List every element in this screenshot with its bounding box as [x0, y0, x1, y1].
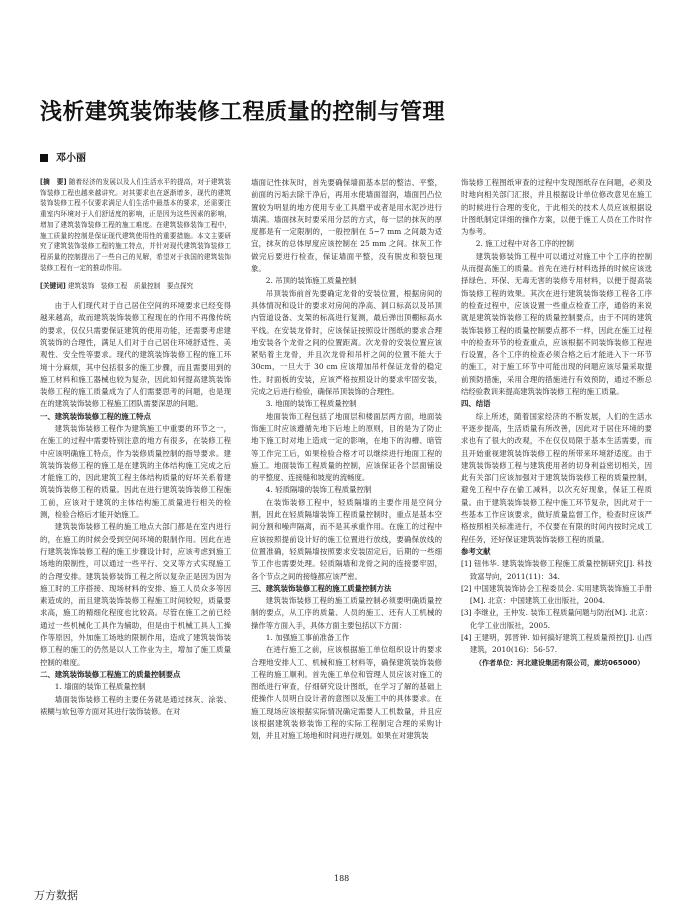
- article-title: 浅析建筑装饰装修工程质量的控制与管理: [40, 100, 446, 125]
- author-name: 邓小丽: [56, 153, 86, 164]
- publisher-watermark: 万方数据: [34, 889, 78, 902]
- author-line: [40, 149, 86, 164]
- reference-item: [1] 钮伟华. 建筑装饰装修工程施工质量控制研究[J]. 科技致富导向，2011(11)：34.: [461, 559, 652, 581]
- paragraph: 墙面装饰装修工程的主要任务就是通过抹灰、涂装、裱糊与软包等方面对其进行装饰装修。在对: [40, 694, 231, 716]
- paragraph: 建筑装饰装修工程的施工质量控制必须要明确质量控制的要点，从工序的质量、人员的施工、还有人工机械的操作等方面入手，具体方面主要包括以下方面：: [251, 596, 442, 630]
- paragraph: 在进行施工之前，应该根据施工单位组织设计的要求合理地安排人工、机械和施工材料等，确保建筑装饰装修工程的施工顺利。首先施工单位和管理人员应该对施工的图纸进行审查，仔细研究设计图纸，在学习了解的基础上使操作人员明白设计者的意图以及施工中的具体要求。在施工现场应该根据实际情况确定需要人工机数量，并且应该根据建筑装修装饰工程的实际工程制定合理的采购计划，并且对施工场地和时间进行规划。如果在对建筑装: [251, 645, 442, 741]
- column-3: [461, 177, 652, 669]
- paragraph: 综上所述，随着国家经济的不断发展，人们的生活水平逐步提高，生活质量有所改善，因此对于居住环境的要求也有了很大的改观，不在仅仅局限于基本生活需要，而且开始重视建筑装饰装修工程的所带来环境舒适度。由于建筑装饰装修工程与建筑使用者的切身利益密切相关，因此有关部门应该加强对于建筑装饰装修工程的质量控制，避免工程中存在偷工减料，以次充好现象，保证工程质量。由于建筑装饰装修工程中施工环节复杂，因此对于一些基本工作应该要求，做好质量监督工作，检查时应该严格按照相关标准进行，不仅要在有限的时间内按时完成工程任务，还好保证建筑装饰装修工程的质量。: [461, 411, 652, 544]
- paragraph: 饰装修工程图纸审查的过程中发现图纸存在问题，必须及时地向相关部门汇报，并且根据设计单位修改意见在施工的时候进行合理的变化，于此相关的技术人员应该根据设计图纸制定详细的操作方案，以便于施工人员在工作时作为参考。: [461, 178, 652, 237]
- paragraph: 建筑装饰装修工程的施工地点大部门都是在室内进行的，在施工的时候会受到空间环境的限制作用。因此在进行建筑装饰装修工程的施工步骤设计时，应该考虑到施工场地的限制性，可以通过一些平行、交叉等方式实现施工的合理安排。建筑装修装饰工程之所以复杂正是因为因为施工时的工序搭接、现场材料的安排、施工人员众多等因素造成的，而且建筑装饰装修工程施工时间较短，质量要求高，施工的精细化程度也比较高。尽管在施工之前已经通过一些机械化工具作为辅助，但是由于机械工具人工操作等原因，外加施工场地的限制作用，造成了建筑装饰装修工程的施工的仍然是以人工作业为主，增加了施工质量控制的难度。: [40, 522, 231, 667]
- reference-item: [4] 王建明，郭晋钟. 如何搞好建筑工程质量预控[J]. 山西建筑，2010(16)：56-57.: [461, 632, 652, 655]
- subsection-heading: 4. 轻质隔墙的装饰工程质量控制: [265, 485, 372, 495]
- paragraph: 吊顶装饰前首先要确定龙骨的安装位置，根据房间的具体情况和设计的要求对房间的净高、洞口标高以及吊顶内管道设备、支架的标高进行复测，最后弹出顶棚标高水平线。在安装龙骨时，应该保证按照设计图纸的要求合理地安装各个龙骨之间的位置距离。次龙骨的安装位置应该紧贴着主龙骨，并且次龙骨和吊杆之间的位置不能大于 30cm，一旦大于 30 cm 应该增加吊杆保证龙骨的稳定性。时面板的安装，应该严格按照设计的要求牢固安装，完成之后进行检验，确保吊顶装饰的合理性。: [251, 288, 442, 397]
- paragraph: 地面装饰工程包括了地面层和楼面层两方面，地面装饰施工时应该遵循先地下后地上的原则，目的是为了防止地下施工时对地上造成一定的影响，在地下的沟槽、暗管等工作完工后，如果检验合格才可以继续进行地面工程的施工。地面装饰工程质量的控制，应该保证各个层面铺设的平整度、连接缝和坡度的流畅度。: [251, 411, 442, 483]
- subsection-heading: 2. 吊顶的装饰施工质量控制: [265, 276, 357, 286]
- references-heading: 参考文献: [461, 546, 491, 556]
- section-heading: 一、建筑装饰装修工程的施工特点: [40, 411, 151, 421]
- paragraph: 建筑装修装饰工程中可以通过对施工中个工序的控制从而提高施工的质量。首先在进行材料选择的时候应该选择绿色、环保、无毒无害的装修专用材料，以便于提高装饰装修工程的效果。其次在进行建筑装饰装修工程各工序的检查过程中，应该设置一些重点检查工序，通俗的来说就是建筑装饰装修工程的质量控制要点，由于不同的建筑装饰装修工程的质量控制要点都不一样，因此在施工过程中的检查环节的检查重点，应该根据不同装饰装修工程进行设置，各个工序的检查必须合格之后才能进入下一环节的施工，对于施工环节中可能出现的问题应该尽量采取提前预防措施，采用合理的措施进行有效预防，通过不断总结经验教训来提高建筑装饰装修工程的施工质量。: [461, 251, 652, 397]
- paragraph: 建筑装饰装修工程作为建筑施工中重要的环节之一，在施工的过程中需要特别注意的地方有很多，在装修工程中应该明确施工特点，作为装修质量控制的指导要求。建筑装饰装修工程的施工是在建筑的主体结构施工完成之后才能施工的，因此建筑工程主体结构质量的好坏关系着建筑装饰装修工程的质量。因此在进行建筑装饰装修工程施工前，应该对于建筑的主体结构施工质量进行相关的检测，检验合格后才能开始施工。: [40, 424, 231, 520]
- references-list: [461, 558, 652, 656]
- subsection-heading: 2. 施工过程中对各工序的控制: [475, 239, 574, 249]
- reference-item: [3] 李继业，王仲发. 装饰工程质量问题与防治[M]. 北京：化学工业出版社，2005.: [461, 608, 652, 630]
- author-affiliation: （作者单位：河北建设集团有限公司，廊坊065000）: [475, 658, 645, 667]
- column-1: [40, 177, 231, 718]
- bullet-square-icon: [40, 154, 48, 162]
- keywords-tag: [关键词]: [40, 282, 66, 291]
- subsection-heading: 1. 加强施工事前准备工作: [265, 632, 350, 642]
- abstract: [40, 177, 231, 273]
- column-2: [251, 177, 442, 743]
- page-number: 188: [334, 874, 350, 883]
- section-heading: 二、建筑装饰装修工程施工的质量控制要点: [40, 669, 181, 679]
- paragraph: 在装饰装修工程中，轻质隔墙的主要作用是空间分割，因此在轻质隔墙装饰工程质量控制时，重点是基本空间分割和噪声隔离，而不是其承重作用。在施工的过程中应该按照提前设计好的施工位置进行放线，要确保放线的位置准确，轻质隔墙按照要求安装固定后，后期的一些细节工作也需要处理。轻质隔墙和龙骨之间的连接要牢固，各个节点之间的接缝都应该严密。: [251, 497, 442, 581]
- paragraph: 由于人们现代对于自己居住空间的环境要求已经变得越来越高，故而建筑装饰装修工程现在的作用不再像传统的要求，仅仅只需要保证建筑的使用功能，还需要考虑建筑装饰的合理性，满足人们对于自己居住环境舒适性、美观性、安全性等要求。现代的建筑装饰装修工程的施工环境十分麻烦，其中包括很多的施工步骤，而且需要用到的施工材料和施工器械也较为复杂，因此如何提高建筑装饰装修工程的施工质量成为了人们需要思考的问题，也是现在的建筑装饰装修工程施工团队需要深思的问题。: [40, 301, 231, 409]
- subsection-heading: 1. 墙面的装饰工程质量控制: [54, 682, 146, 692]
- section-heading: 三、建筑装饰装修工程的施工质量控制方法: [251, 583, 392, 593]
- abstract-text: 随着经济的发展以及人们生活水平的提高，对于建筑装饰装修工程也越来越讲究。对其要求也在逐渐增多，现代的建筑装饰装修工程不仅要求满足人们生活中最基本的要求，还需要注重室内环境对于人们舒适度的影响，正是因为这些因素的影响，增加了建筑装饰装修工程的施工难度。在建筑装修装饰工程中，施工质量的控制是保证现代建筑使用性的重要措施。本文主要研究了建筑装饰装修工程的施工特点，并针对现代建筑装饰装修工程质量的控制提出了一些自己的见解，希望对于我国的建筑装饰装修工程有一定的推动作用。: [40, 178, 231, 272]
- paragraph: 墙面记性抹灰时，首先要确保墙面基本层的整洁、平整，前面的污垢去除干净后，再用水使墙面湿润，墙面凹凸位置较为明显的地方使用专业工具磨平或者是用水泥沙进行填满。墙面抹灰时要采用分层的方式，每一层的抹灰的厚度都是有一定限制的，一般控制在 5~7 mm 之间最为适宜，抹灰的总体厚度应该控制在 25 mm 之间。抹灰工作做完后要进行检查，保证墙面平整，没有脱皮和裂包现象。: [251, 178, 442, 274]
- abstract-tag: [摘 要]: [40, 178, 67, 186]
- subsection-heading: 3. 地面的装饰工程质量控制: [265, 399, 357, 409]
- section-heading: 四、结语: [461, 399, 491, 409]
- reference-item: [2] 中国建筑装饰协会工程委员会. 实用建筑装饰施工手册[M]. 北京：中国建筑工业出版社，2004.: [461, 583, 652, 606]
- keywords: [40, 281, 231, 292]
- keywords-text: 建筑装饰 装修工程 质量控制 要点探究: [67, 282, 194, 291]
